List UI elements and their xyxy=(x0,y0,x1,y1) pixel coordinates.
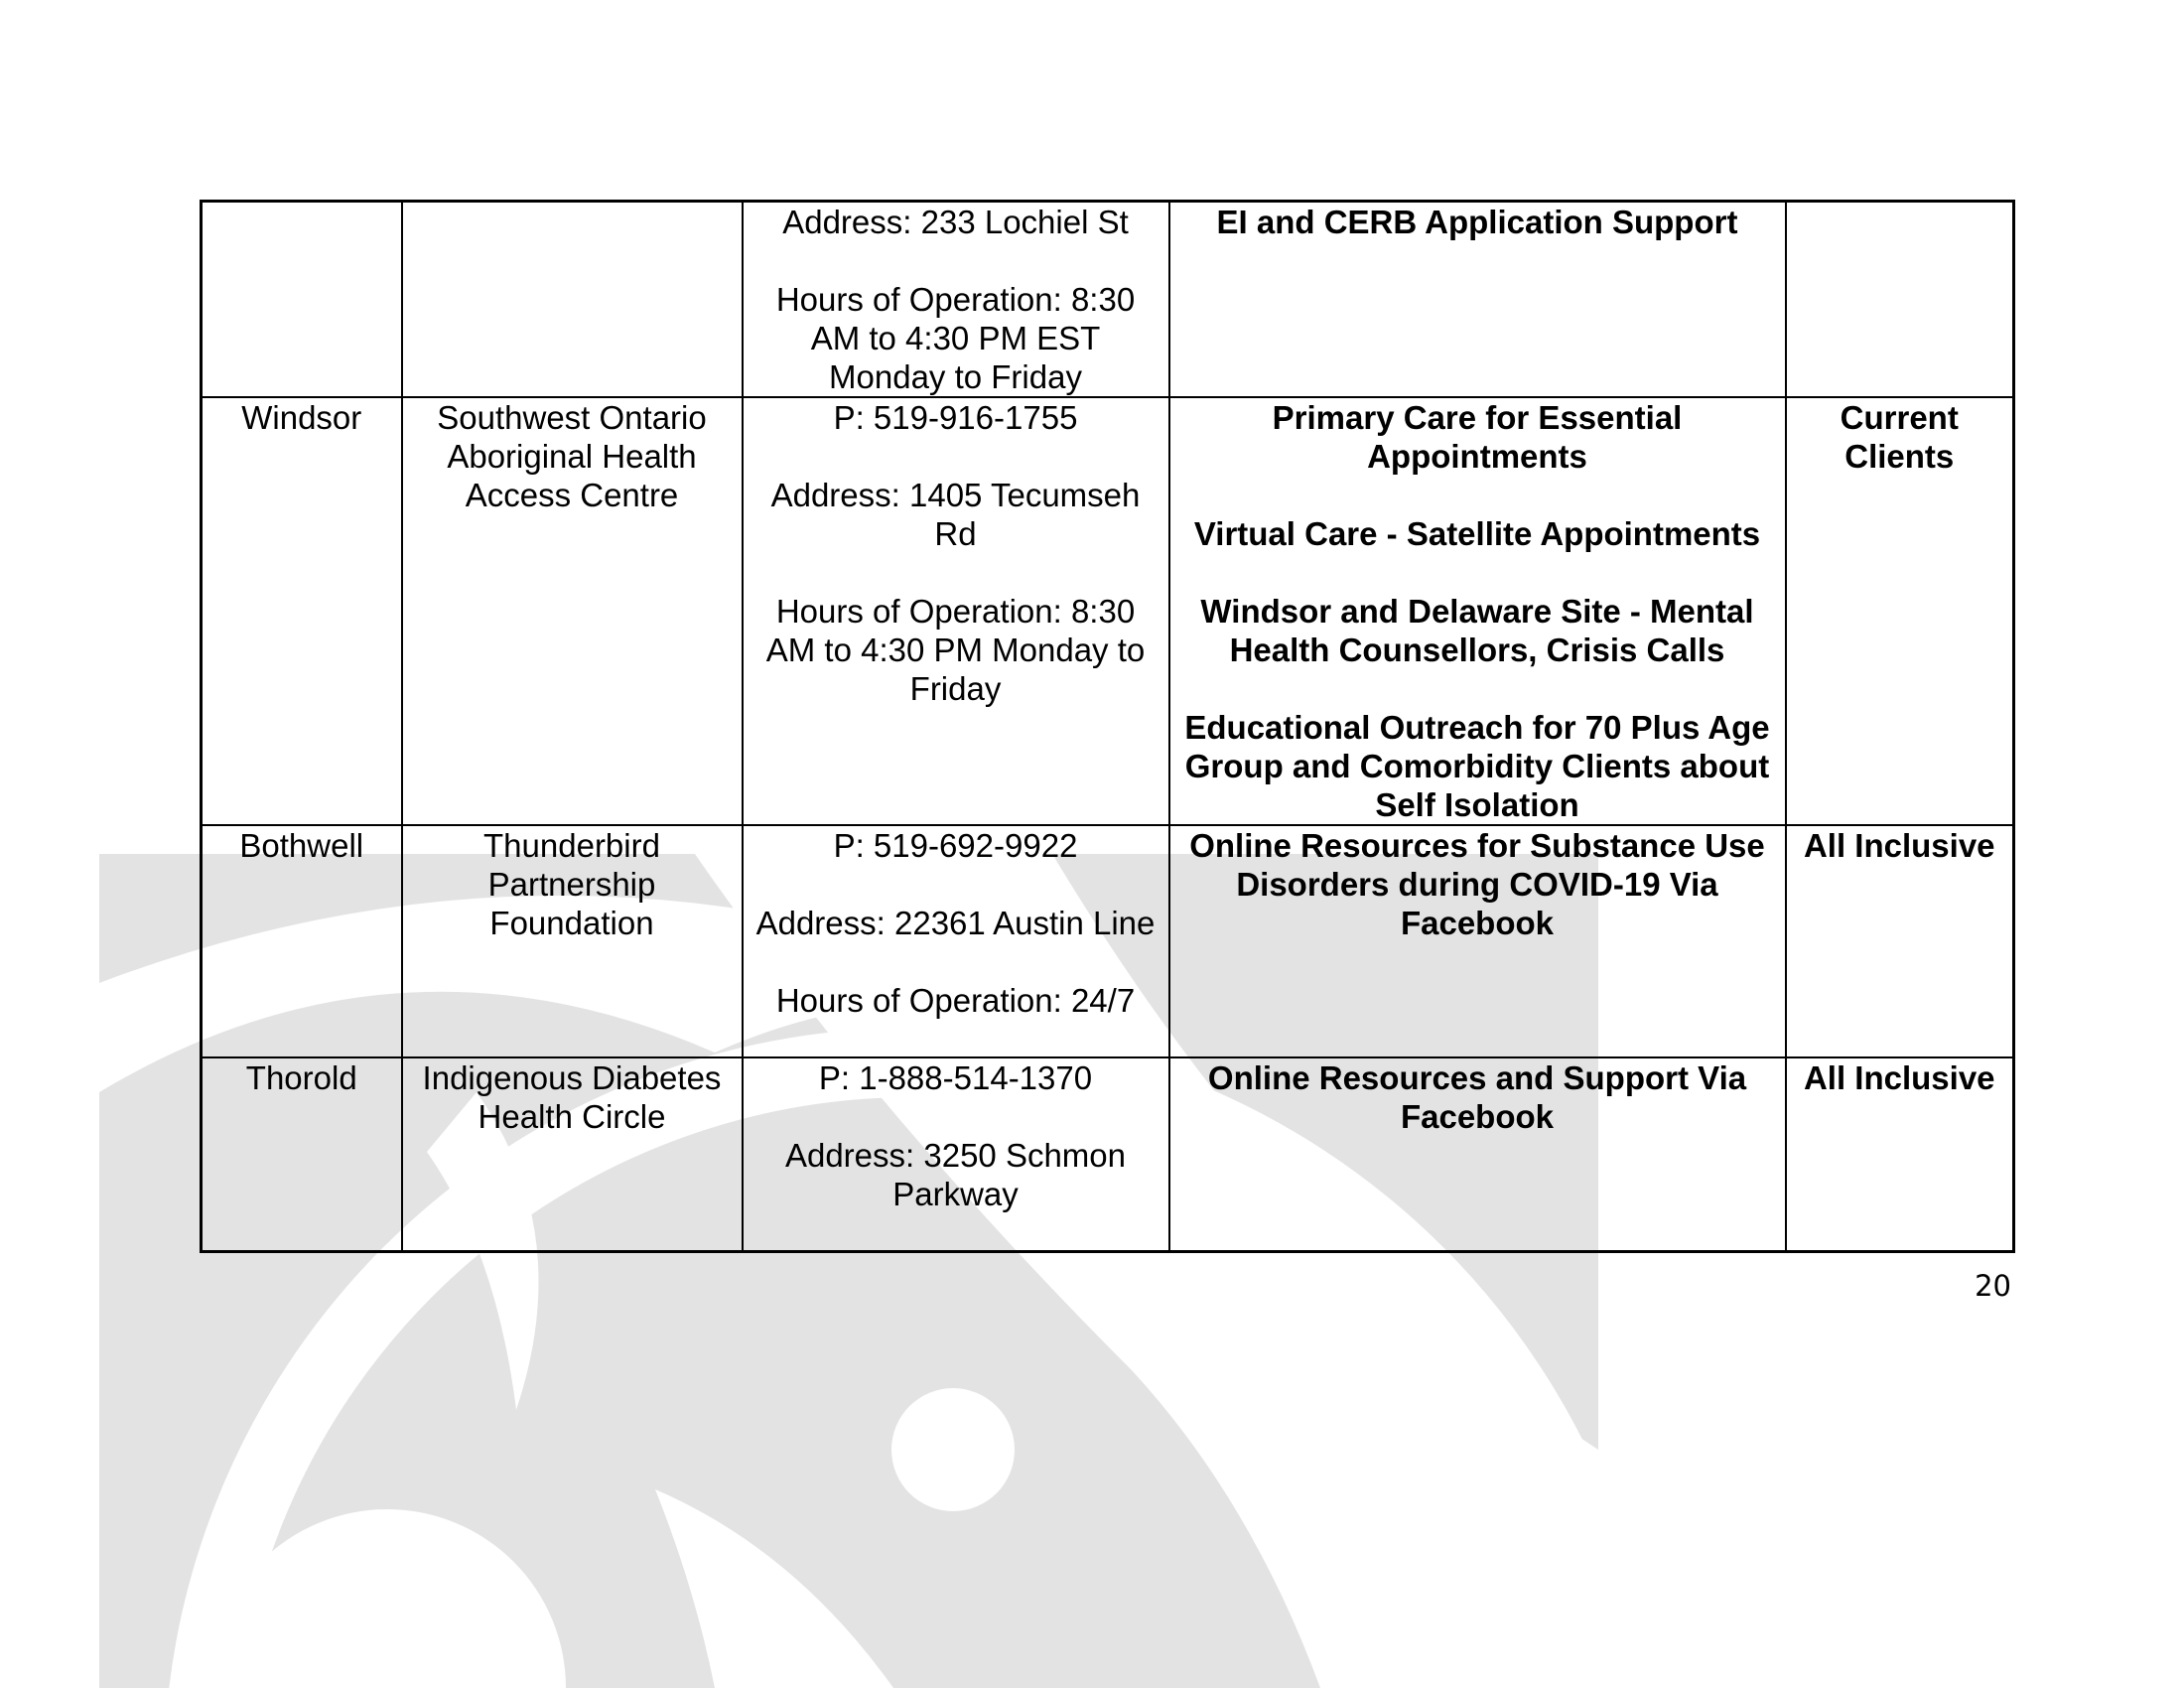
eligibility-cell: All Inclusive xyxy=(1786,1057,2014,1251)
location-cell xyxy=(202,202,402,398)
contact-cell xyxy=(743,397,1169,825)
table-row xyxy=(202,1057,2014,1251)
services-table xyxy=(200,200,2015,1253)
service-text: EI and CERB Application Support xyxy=(1216,204,1738,240)
service-text: Windsor and Delaware Site - Mental Health Counsellors, Crisis Calls xyxy=(1200,593,1754,668)
organization-cell: Thunderbird Partnership Foundation xyxy=(402,825,743,1057)
contact-cell xyxy=(743,1057,1169,1251)
contact-cell xyxy=(743,825,1169,1057)
service-text: Online Resources and Support Via Facebook xyxy=(1207,1059,1747,1135)
services-cell xyxy=(1169,825,1786,1057)
eligibility-cell: All Inclusive xyxy=(1786,825,2014,1057)
phone-text: P: 519-916-1755 xyxy=(833,399,1078,436)
table-row xyxy=(202,397,2014,825)
organization-cell: Indigenous Diabetes Health Circle xyxy=(402,1057,743,1251)
eligibility-cell xyxy=(1786,202,2014,398)
location-cell: Windsor xyxy=(202,397,402,825)
organization-cell xyxy=(402,202,743,398)
organization-cell: Southwest Ontario Aboriginal Health Access Centre xyxy=(402,397,743,825)
address-text: Address: 22361 Austin Line xyxy=(755,905,1156,941)
table-row xyxy=(202,202,2014,398)
service-text: Online Resources for Substance Use Disorders during COVID-19 Via Facebook xyxy=(1189,827,1765,941)
page-number: 20 xyxy=(1975,1269,2011,1303)
contact-cell xyxy=(743,202,1169,398)
hours-text: Hours of Operation: 24/7 xyxy=(775,982,1136,1019)
table-row xyxy=(202,825,2014,1057)
hours-text: Hours of Operation: 8:30 AM to 4:30 PM EST Monday to Friday xyxy=(775,281,1136,395)
address-text: Address: 1405 Tecumseh Rd xyxy=(770,477,1141,552)
location-cell: Bothwell xyxy=(202,825,402,1057)
service-text: Educational Outreach for 70 Plus Age Group and Comorbidity Clients about Self Isolation xyxy=(1184,709,1770,823)
location-cell: Thorold xyxy=(202,1057,402,1251)
address-text: Address: 233 Lochiel St xyxy=(782,204,1129,240)
hours-text: Hours of Operation: 8:30 AM to 4:30 PM Monday to Friday xyxy=(765,593,1146,707)
services-cell xyxy=(1169,1057,1786,1251)
phone-text: P: 1-888-514-1370 xyxy=(818,1059,1093,1096)
service-text: Primary Care for Essential Appointments xyxy=(1272,399,1683,475)
services-cell xyxy=(1169,397,1786,825)
eligibility-cell: Current Clients xyxy=(1786,397,2014,825)
address-text: Address: 3250 Schmon Parkway xyxy=(784,1137,1127,1212)
services-cell xyxy=(1169,202,1786,398)
service-text: Virtual Care - Satellite Appointments xyxy=(1193,515,1761,552)
phone-text: P: 519-692-9922 xyxy=(833,827,1078,864)
